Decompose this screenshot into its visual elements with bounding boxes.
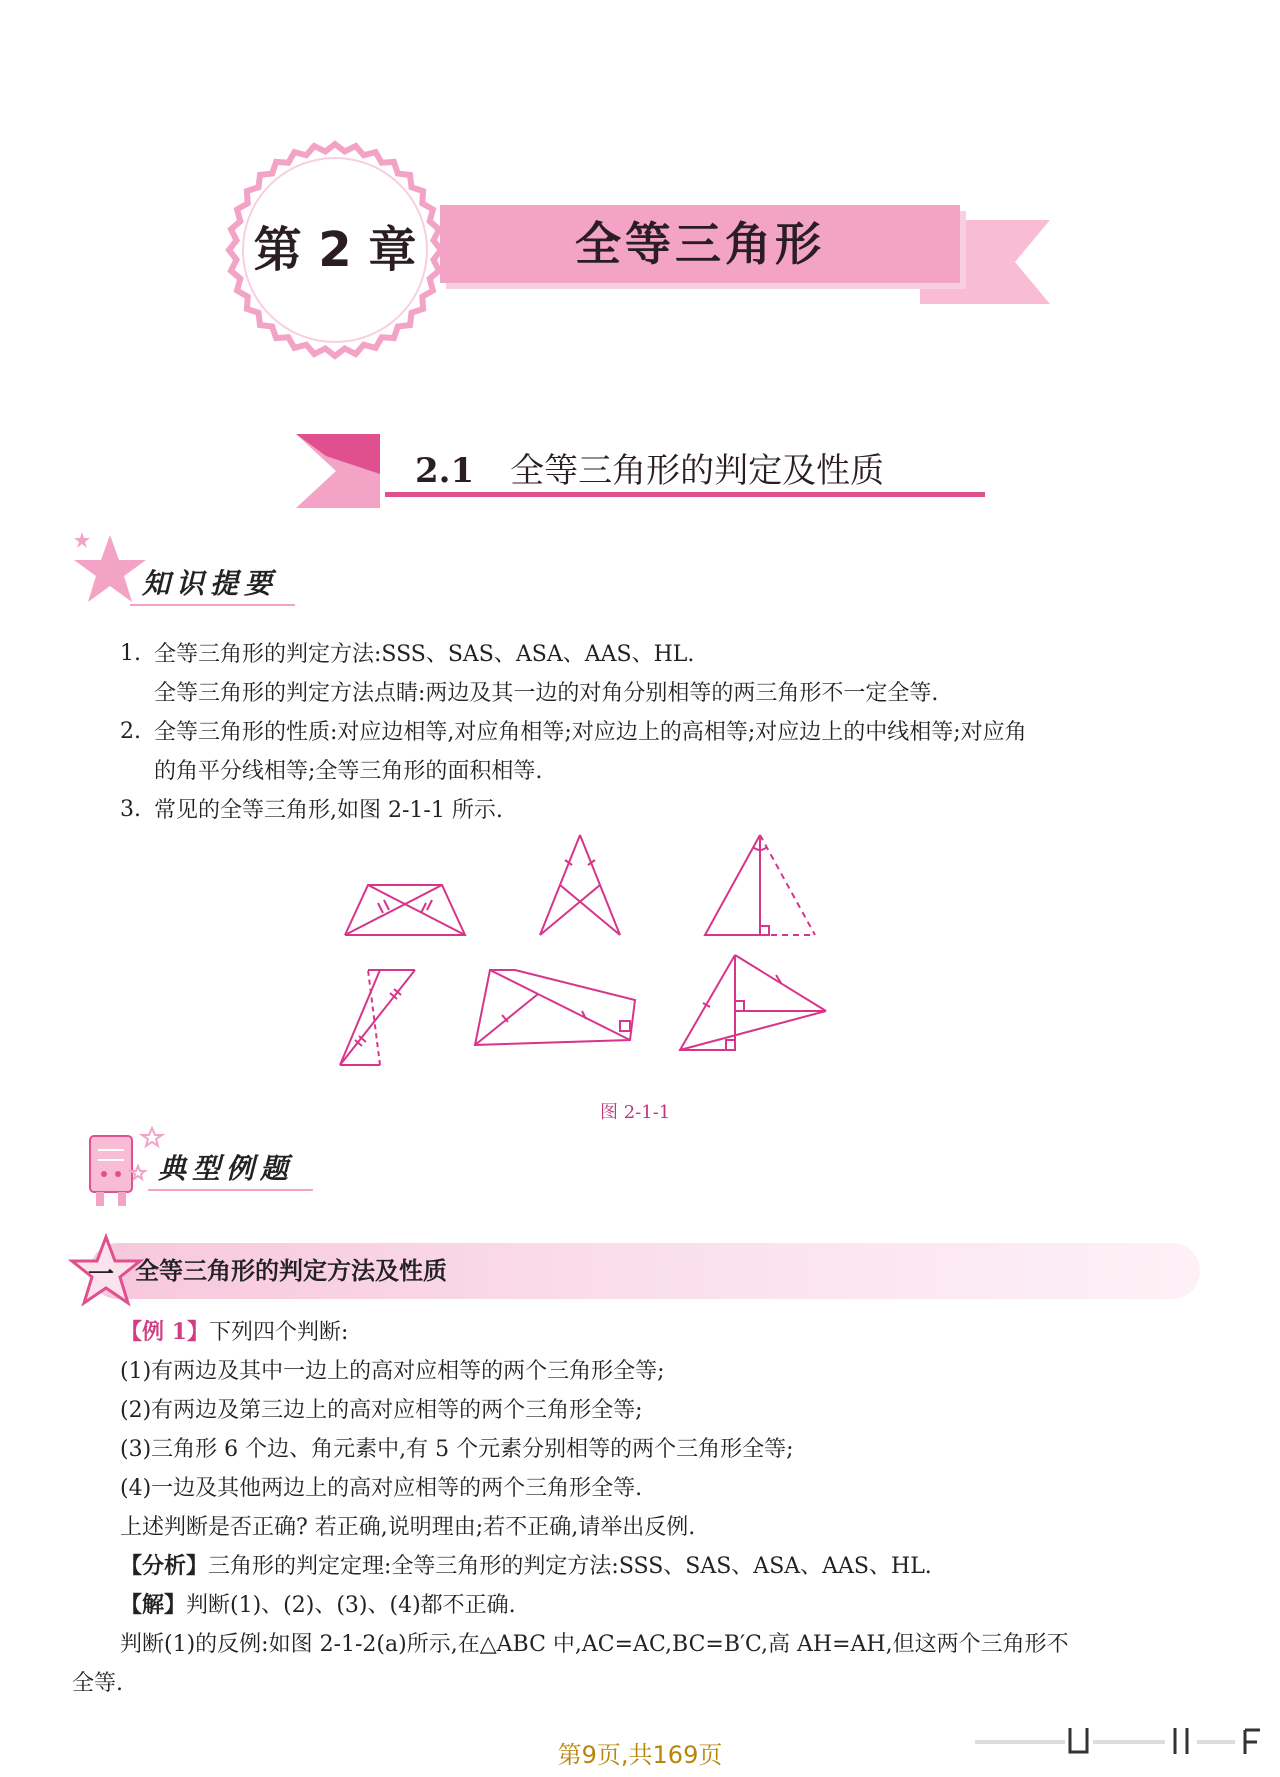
example-analysis xyxy=(120,1547,932,1586)
example-item-2: (2)有两边及第三边上的高对应相等的两个三角形全等; xyxy=(120,1398,643,1423)
knowledge-item-2-line-1: 全等三角形的性质:对应边相等,对应角相等;对应边上的高相等;对应边上的中线相等;对应角 xyxy=(154,720,1027,745)
list-number: 1. xyxy=(120,641,141,666)
figure-congruent-triangles xyxy=(330,825,950,1090)
chapter-title: 全等三角形 xyxy=(575,217,825,271)
example-question: 上述判断是否正确? 若正确,说明理由;若不正确,请举出反例. xyxy=(120,1515,696,1540)
analysis-text: 三角形的判定定理:全等三角形的判定方法:SSS、SAS、ASA、AAS、HL. xyxy=(208,1554,932,1579)
examples-label: 典型例题 xyxy=(158,1152,295,1185)
starfish-icon xyxy=(70,530,150,610)
section-title-text: 全等三角形的判定及性质 xyxy=(510,451,885,491)
figure-shape-bowtie xyxy=(340,970,415,1065)
chapter-number: 第 2 章 xyxy=(253,222,417,278)
analysis-tag: 【分析】 xyxy=(120,1553,209,1579)
example-intro-text: 下列四个判断: xyxy=(208,1320,349,1345)
knowledge-item-2-line-2: 的角平分线相等;全等三角形的面积相等. xyxy=(154,759,543,784)
example-item-3: (3)三角形 6 个边、角元素中,有 5 个元素分别相等的两个三角形全等; xyxy=(120,1437,794,1462)
knowledge-item-3-line-1: 常见的全等三角形,如图 2-1-1 所示. xyxy=(154,798,503,823)
figure-shape-shared-base xyxy=(345,885,465,935)
figure-caption: 图 2-1-1 xyxy=(600,1102,671,1123)
topic-title: 全等三角形的判定方法及性质 xyxy=(135,1256,447,1285)
figure-shape-arrow xyxy=(540,835,620,935)
topic-marker: 一 xyxy=(88,1260,115,1290)
notebook-mascot-icon xyxy=(70,1118,165,1218)
counterexample-line-1: 判断(1)的反例:如图 2-1-2(a)所示,在△ABC 中,AC=AC,BC=B′C,高 AH=AH,但这两个三角形不 xyxy=(120,1632,1069,1657)
figure-shape-isosceles-height xyxy=(705,835,815,935)
figure-shape-overlapping-right xyxy=(680,955,826,1050)
counterexample-line-2: 全等. xyxy=(72,1671,123,1696)
knowledge-label: 知识提要 xyxy=(142,567,279,600)
cup-icon xyxy=(1070,1728,1087,1752)
example-item-1: (1)有两边及其中一边上的高对应相等的两个三角形全等; xyxy=(120,1359,665,1384)
page-indicator: 第9页,共169页 xyxy=(557,1741,723,1769)
knowledge-underline xyxy=(130,604,295,606)
section-flag-icon xyxy=(296,434,380,508)
list-number: 3. xyxy=(120,797,141,822)
example-intro xyxy=(120,1313,348,1352)
example-solution xyxy=(120,1586,516,1625)
example-tag: 【例 1】 xyxy=(120,1319,209,1345)
list-number: 2. xyxy=(120,719,141,744)
viewer-toolbar-icons xyxy=(975,1722,1275,1762)
example-item-4: (4)一边及其他两边上的高对应相等的两个三角形全等. xyxy=(120,1476,643,1501)
section-title xyxy=(385,445,985,497)
figure-shape-two-right-triangles xyxy=(475,970,635,1045)
section-number: 2.1 xyxy=(415,451,475,491)
examples-underline xyxy=(148,1189,313,1191)
knowledge-item-1-line-1: 全等三角形的判定方法:SSS、SAS、ASA、AAS、HL. xyxy=(154,642,695,667)
knowledge-item-1-line-2: 全等三角形的判定方法点睛:两边及其一边的对角分别相等的两三角形不一定全等. xyxy=(154,681,939,706)
solution-tag: 【解】 xyxy=(120,1592,187,1618)
solution-text: 判断(1)、(2)、(3)、(4)都不正确. xyxy=(186,1593,516,1618)
